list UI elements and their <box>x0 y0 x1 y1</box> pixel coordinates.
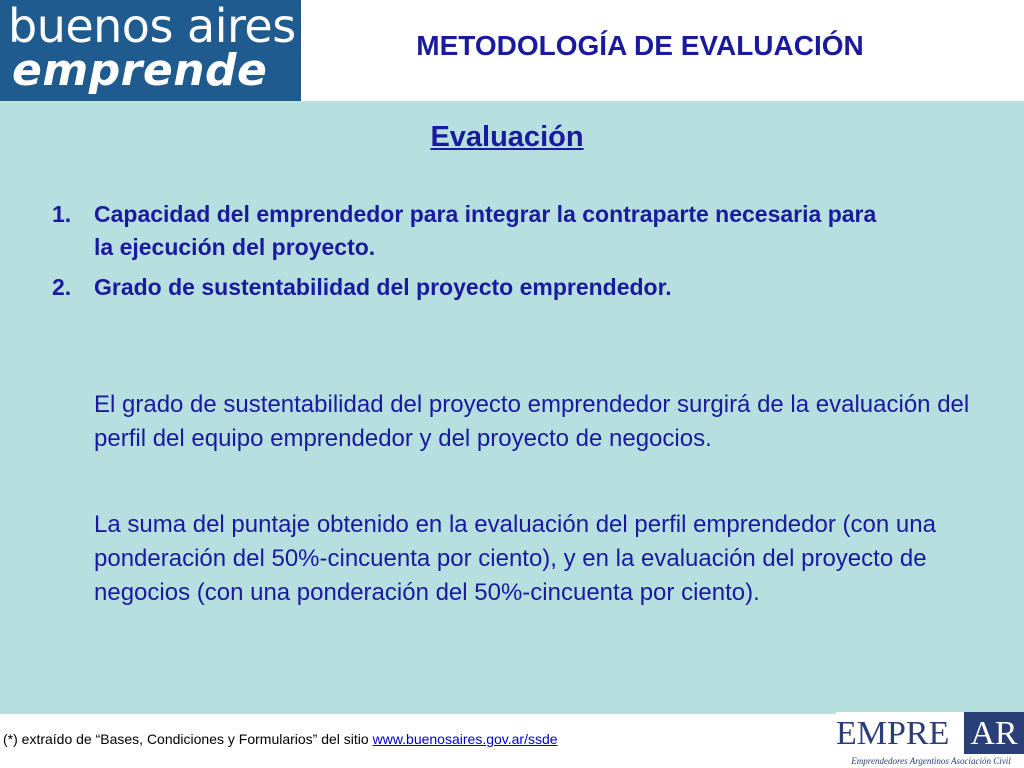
emprear-logo-ar: AR <box>964 712 1024 754</box>
emprear-logo <box>836 712 1024 768</box>
list-item <box>52 198 892 264</box>
list-item-number: 1. <box>52 201 72 227</box>
list-item <box>52 271 892 304</box>
emprear-tagline: Emprendedores Argentinos Asociación Civil <box>851 756 1011 766</box>
list-item-text: Grado de sustentabilidad del proyecto emprendedor. <box>94 274 672 300</box>
section-heading: Evaluación <box>430 121 584 153</box>
footer-link[interactable]: www.buenosaires.gov.ar/ssde <box>372 731 558 747</box>
content-panel <box>0 101 1024 714</box>
list-item-text: Capacidad del emprendedor para integrar la contraparte necesaria para la ejecución del proyecto. <box>94 201 877 260</box>
paragraph-score-weighting: La suma del puntaje obtenido en la evaluación del perfil emprendedor (con una ponderación del 50%-cincuenta por ciento), y en la evaluación del proyecto de negocios (con una ponderación del 50%-cincuenta por ciento). <box>94 511 936 606</box>
logo-line-1: buenos aires <box>8 0 296 53</box>
criteria-list <box>52 198 892 311</box>
footer-text: (*) extraído de “Bases, Condiciones y Formularios” del sitio <box>3 731 373 747</box>
slide-title: METODOLOGÍA DE EVALUACIÓN <box>416 30 864 61</box>
paragraph-sustainability: El grado de sustentabilidad del proyecto emprendedor surgirá de la evaluación del perfil del equipo emprendedor y del proyecto de negocios. <box>94 391 970 452</box>
footer-source-note <box>3 729 558 749</box>
buenos-aires-emprende-logo <box>0 0 303 101</box>
list-item-number: 2. <box>52 274 72 300</box>
logo-line-2: emprende <box>12 45 268 96</box>
emprear-logo-text: EMPRE <box>836 715 950 752</box>
